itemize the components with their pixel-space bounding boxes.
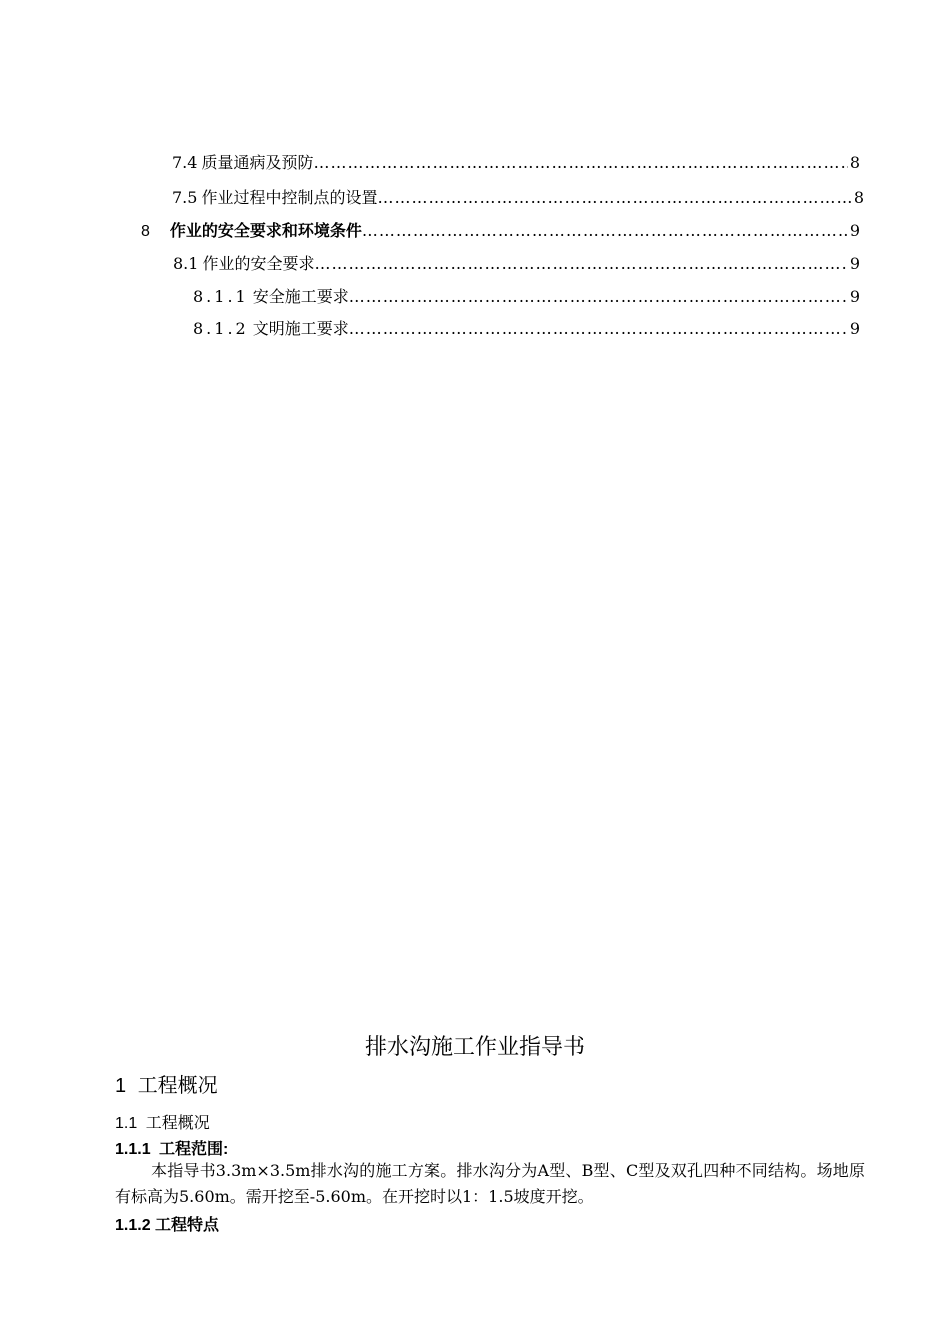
toc-entry-page: 9 — [849, 319, 860, 338]
toc-entry-page: 9 — [849, 221, 860, 240]
toc-leader-dots — [313, 153, 847, 172]
toc-leader-dots — [349, 287, 848, 306]
toc-entry-number: 7.5 — [172, 188, 198, 207]
toc-entry-title: 作业过程中控制点的设置 — [201, 188, 378, 207]
toc-entry[interactable] — [193, 284, 860, 307]
toc-entry-title: 作业的安全要求和环境条件 — [169, 223, 362, 240]
toc-entry-title: 安全施工要求 — [252, 287, 349, 306]
toc-entry-number: 8.1.1 — [193, 287, 249, 306]
toc-entry-page: 9 — [849, 287, 860, 306]
toc-entry-title: 质量通病及预防 — [201, 153, 314, 172]
toc-leader-dots — [362, 221, 848, 240]
toc-entry-number: 7.4 — [172, 153, 198, 172]
toc-entry-number: 8.1 — [173, 254, 199, 273]
toc-entry-page: 8 — [853, 188, 864, 207]
toc-entry[interactable] — [172, 150, 860, 173]
section-number: 1 — [115, 1075, 127, 1097]
toc-leader-dots — [349, 319, 848, 338]
toc-entry[interactable] — [173, 251, 860, 274]
toc-entry-title: 文明施工要求 — [252, 319, 349, 338]
section-number: 1.1.1 — [115, 1141, 151, 1158]
toc-entry-title: 作业的安全要求 — [202, 254, 315, 273]
section-number: 1.1.2 — [115, 1217, 151, 1234]
section-title: 工程概况 — [137, 1075, 218, 1097]
document-title: 排水沟施工作业指导书 — [364, 1034, 585, 1059]
toc-entry-page: 8 — [849, 153, 860, 172]
section-number: 1.1 — [115, 1115, 138, 1132]
toc-entry[interactable] — [141, 218, 860, 241]
toc-entry[interactable] — [172, 185, 864, 208]
toc-entry[interactable] — [193, 316, 860, 339]
toc-entry-page: 9 — [849, 254, 860, 273]
section-title: 工程范围: — [159, 1141, 229, 1158]
section-title: 工程特点 — [155, 1217, 220, 1234]
section-title: 工程概况 — [145, 1115, 210, 1132]
body-paragraph: 本指导书3.3m×3.5m排水沟的施工方案。排水沟分为A型、B型、C型及双孔四种不同结构。场地原有标高为5.60m。需开挖至-5.60m。在开挖时以1：1.5坡度开挖。 — [115, 1161, 865, 1206]
subsubsection-heading — [115, 1212, 219, 1235]
subsection-heading — [115, 1110, 210, 1133]
toc-leader-dots — [377, 188, 851, 207]
section-heading — [115, 1069, 218, 1098]
subsubsection-heading — [115, 1136, 228, 1159]
toc-leader-dots — [314, 254, 847, 273]
toc-entry-number: 8.1.2 — [193, 319, 249, 338]
toc-entry-number: 8 — [141, 223, 150, 240]
